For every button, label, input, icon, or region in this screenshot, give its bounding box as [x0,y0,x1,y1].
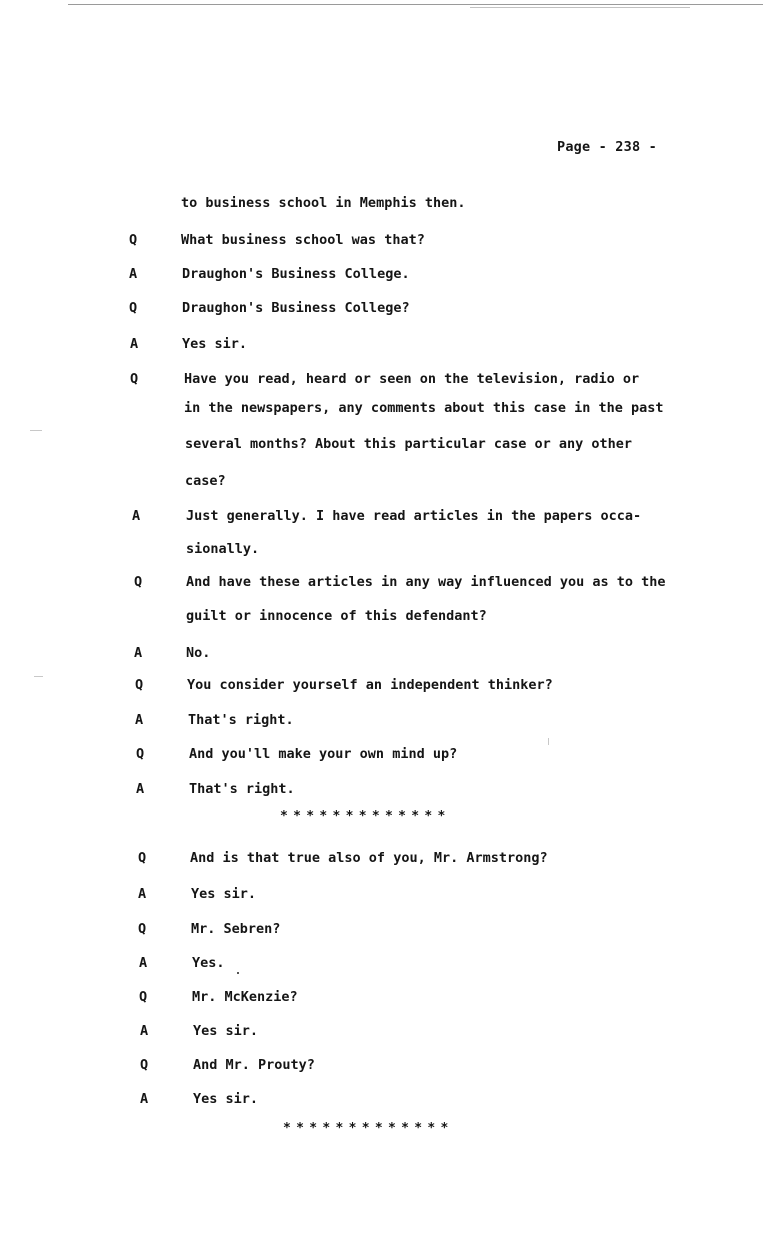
margin-speck [30,430,42,431]
line-text: guilt or innocence of this defendant? [186,608,487,624]
speaker-marker: Q [136,746,145,762]
top-edge-rule-secondary [470,7,690,8]
line-text: Have you read, heard or seen on the television, radio or [184,371,640,387]
line-text: And Mr. Prouty? [193,1057,315,1073]
line-text: Mr. McKenzie? [192,989,298,1005]
line-text: That's right. [189,781,295,797]
speaker-marker: A [138,886,147,902]
speaker-marker: A [130,336,139,352]
speaker-marker: A [135,712,144,728]
speaker-marker: Q [129,232,138,248]
margin-speck [34,676,43,677]
page-number: Page - 238 - [557,139,657,155]
margin-speck [548,738,549,745]
line-text: case? [185,473,226,489]
line-text: sionally. [186,541,260,557]
line-text: What business school was that? [181,232,425,248]
speaker-marker: Q [129,300,138,316]
speaker-marker: A [139,955,148,971]
speaker-marker: A [140,1091,149,1107]
speaker-marker: Q [139,989,148,1005]
line-text: That's right. [188,712,294,728]
top-edge-rule [68,4,763,5]
line-text: No. [186,645,211,661]
speaker-marker: A [134,645,143,661]
line-text: Yes sir. [191,886,257,902]
speaker-marker: Q [138,850,147,866]
line-text: And you'll make your own mind up? [189,746,458,762]
speaker-marker: Q [130,371,139,387]
speaker-marker: A [132,508,141,524]
section-separator: ************* [280,809,451,824]
section-separator: ************* [283,1121,454,1136]
line-text: several months? About this particular case or any other [185,436,633,452]
line-text: Draughon's Business College. [182,266,410,282]
speaker-marker: Q [135,677,144,693]
line-text: And is that true also of you, Mr. Armstrong? [190,850,548,866]
speaker-marker: A [136,781,145,797]
line-text: Yes. [192,955,225,971]
line-text: in the newspapers, any comments about this case in the past [184,400,664,416]
speaker-marker: Q [134,574,143,590]
line-text: Yes sir. [193,1023,259,1039]
margin-speck [237,972,239,974]
line-text: And have these articles in any way influenced you as to the [186,574,666,590]
line-text: Mr. Sebren? [191,921,281,937]
line-text: Yes sir. [193,1091,259,1107]
line-text: to business school in Memphis then. [181,195,466,211]
line-text: You consider yourself an independent thinker? [187,677,553,693]
speaker-marker: A [129,266,138,282]
speaker-marker: Q [138,921,147,937]
line-text: Yes sir. [182,336,248,352]
speaker-marker: A [140,1023,149,1039]
line-text: Draughon's Business College? [182,300,410,316]
line-text: Just generally. I have read articles in the papers occa- [186,508,642,524]
speaker-marker: Q [140,1057,149,1073]
